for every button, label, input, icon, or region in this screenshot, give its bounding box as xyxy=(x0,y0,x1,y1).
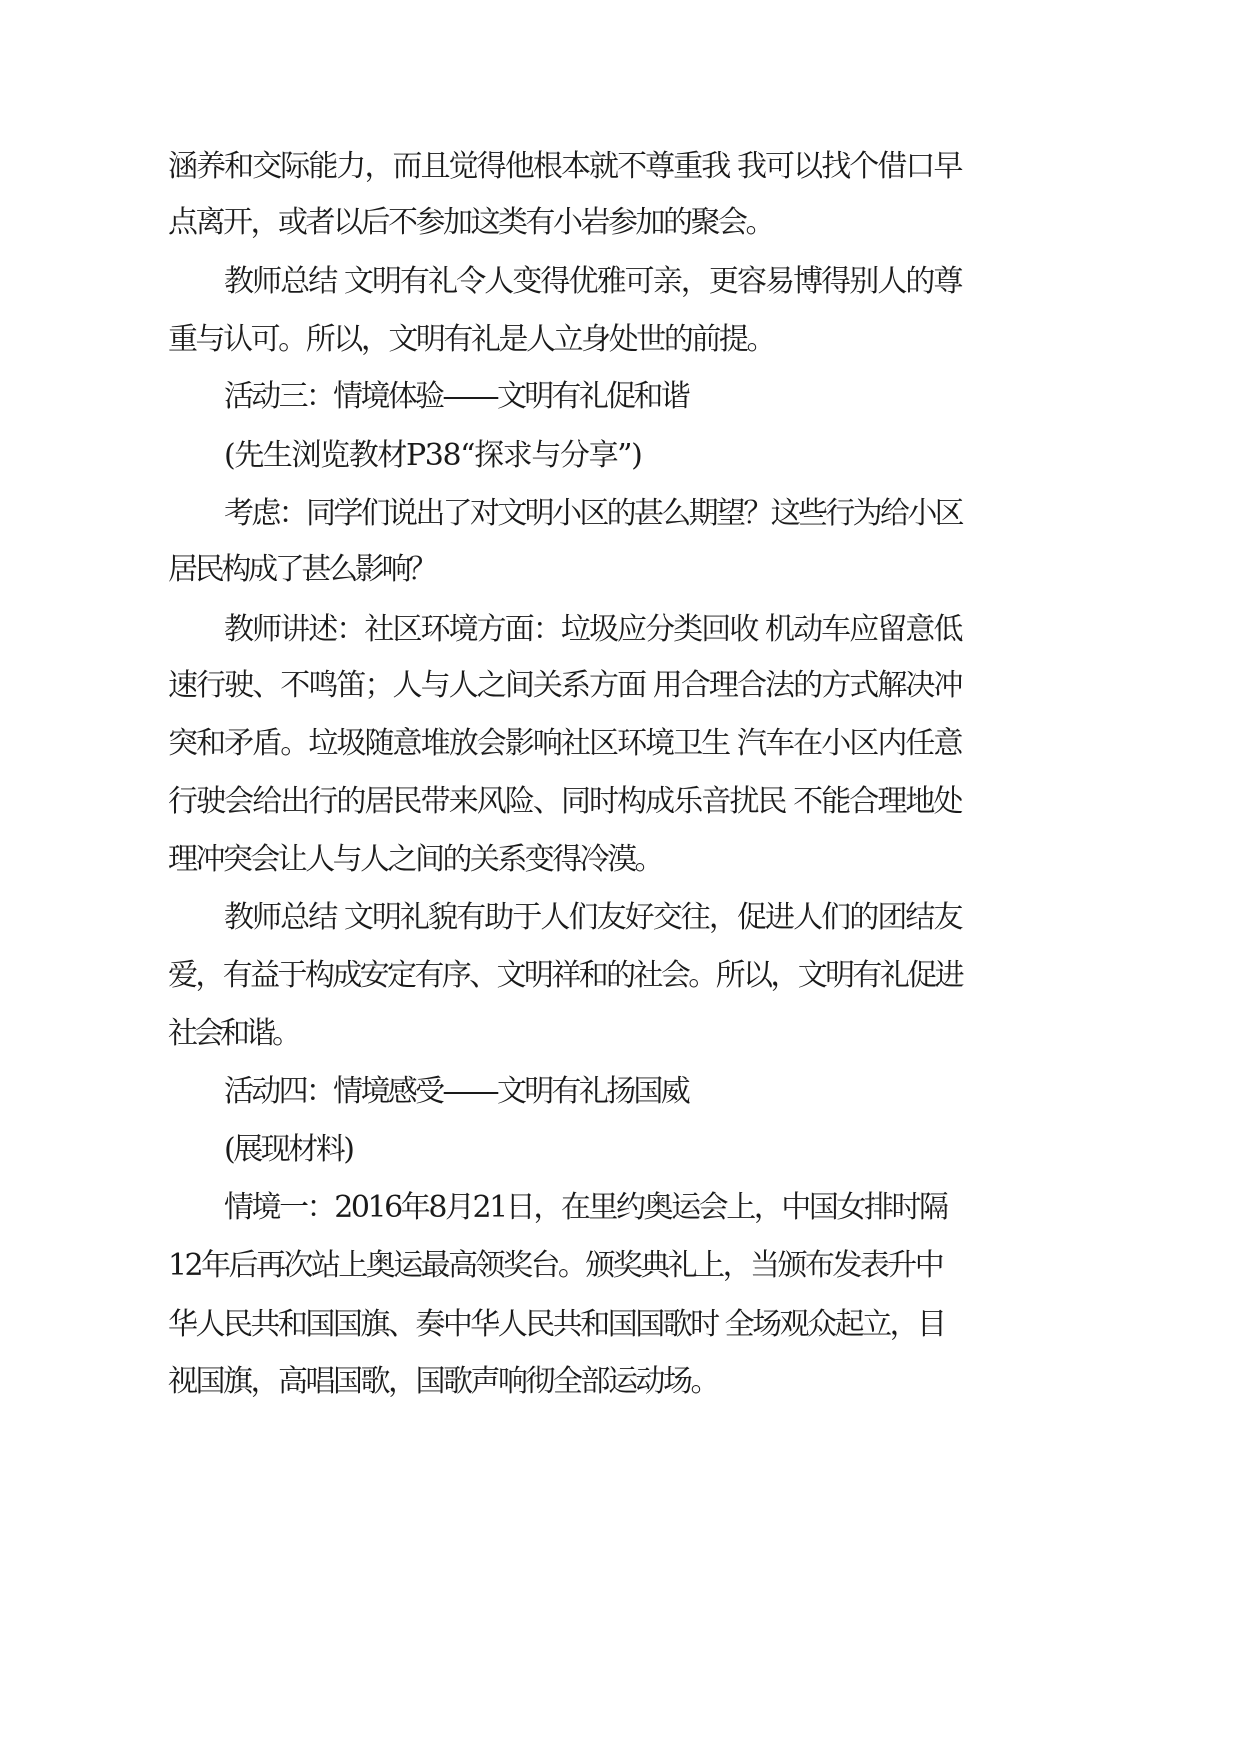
paragraph-line: 突和矛盾。垃圾随意堆放会影响社区环境卫生 汽车在小区内任意 xyxy=(168,726,962,761)
paragraph-line: 考虑：同学们说出了对文明小区的甚么期望？这些行为给小区 xyxy=(224,496,962,531)
paragraph-line: 重与认可。所以，文明有礼是人立身处世的前提。 xyxy=(168,322,774,357)
paragraph-line: 涵养和交际能力，而且觉得他根本就不尊重我 我可以找个借口早 xyxy=(168,149,962,184)
paragraph-line: 教师讲述：社区环境方面：垃圾应分类回收 机动车应留意低 xyxy=(224,612,962,647)
paragraph-line: 爱，有益于构成安定有序、文明祥和的社会。所以，文明有礼促进 xyxy=(168,958,962,993)
paragraph-line: 速行驶、不鸣笛；人与人之间关系方面 用合理合法的方式解决冲 xyxy=(168,668,962,703)
paragraph-line: (展现材料) xyxy=(224,1132,353,1167)
paragraph-line: 12年后再次站上奥运最高领奖台。颁奖典礼上，当颁布发表升中 xyxy=(168,1248,943,1283)
paragraph-line: 教师总结 文明礼貌有助于人们友好交往，促进人们的团结友 xyxy=(224,900,962,935)
paragraph-line: 教师总结 文明有礼令人变得优雅可亲，更容易博得别人的尊 xyxy=(224,264,962,299)
paragraph-line: 点离开，或者以后不参加这类有小岩参加的聚会。 xyxy=(168,205,773,240)
paragraph-line: 视国旗，高唱国歌，国歌声响彻全部运动场。 xyxy=(168,1364,718,1399)
paragraph-line: 社会和谐。 xyxy=(168,1016,298,1051)
paragraph-line: 华人民共和国国旗、奏中华人民共和国国歌时 全场观众起立，目 xyxy=(168,1307,945,1342)
section-heading: 活动四：情境感受——文明有礼扬国威 xyxy=(224,1074,688,1109)
paragraph-line: (先生浏览教材P38“探求与分享”) xyxy=(224,438,642,473)
section-heading: 活动三：情境体验——文明有礼促和谐 xyxy=(224,379,688,414)
paragraph-line: 居民构成了甚么影响？ xyxy=(168,552,435,587)
paragraph-line: 行驶会给出行的居民带来风险、同时构成乐音扰民 不能合理地处 xyxy=(168,784,962,819)
paragraph-line: 理冲突会让人与人之间的关系变得冷漠。 xyxy=(168,842,662,877)
paragraph-line: 情境一：2016年8月21日，在里约奥运会上，中国女排时隔 xyxy=(224,1190,947,1225)
